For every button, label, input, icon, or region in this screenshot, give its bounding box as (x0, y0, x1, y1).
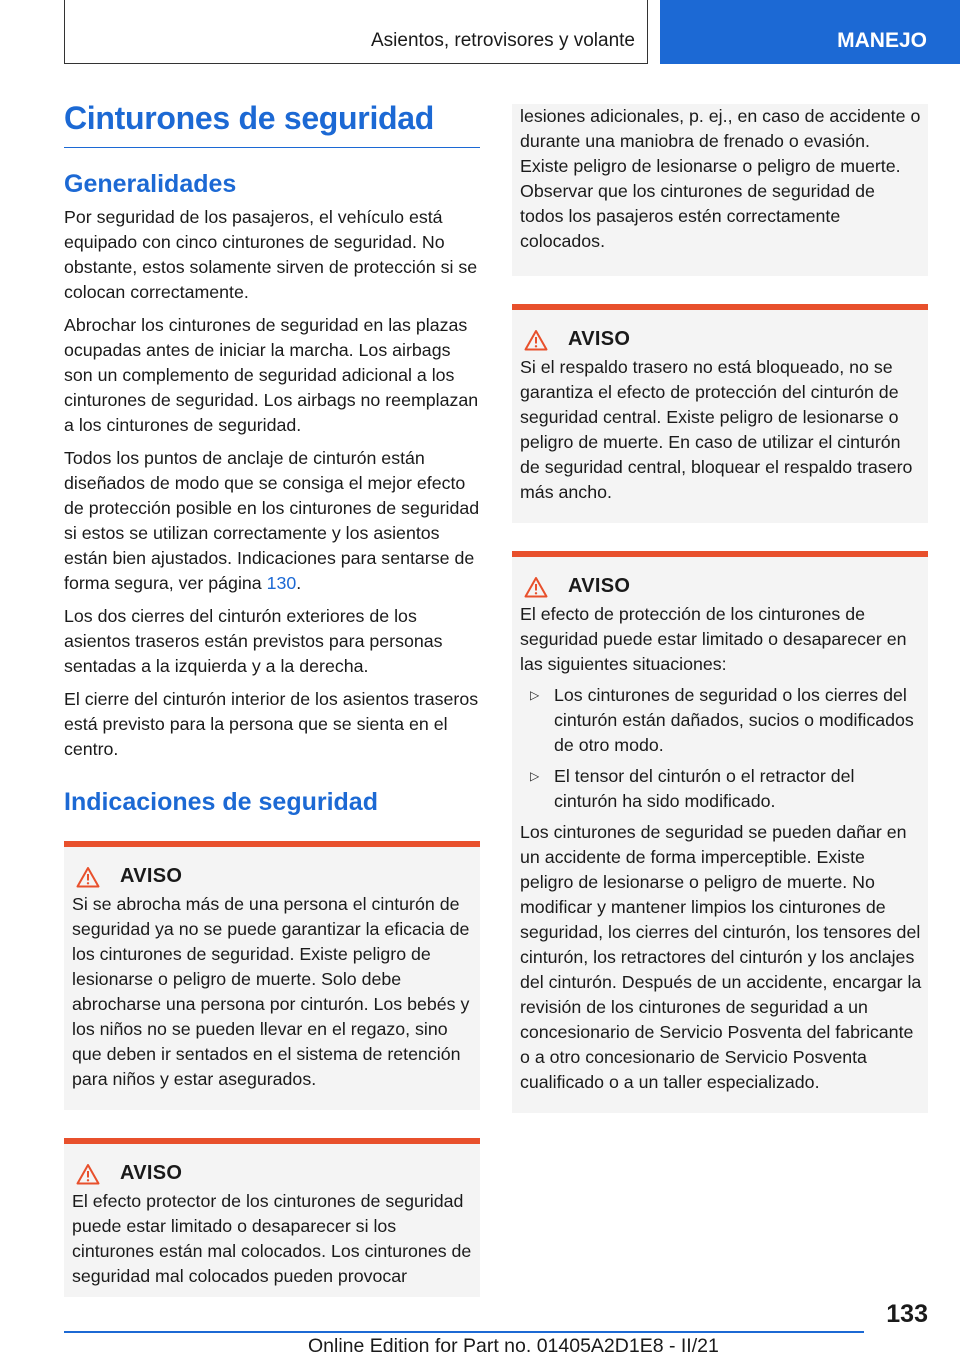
page-reference-link[interactable]: 130 (266, 573, 297, 593)
warning-box (64, 1138, 480, 1297)
heading-safety: Indicaciones de seguridad (64, 788, 378, 816)
list-item-text: Los cinturones de seguridad o los cierres del cinturón están dañados, sucios o modificados de otro modo. (554, 685, 914, 755)
warning-text: Los cinturones de seguridad se pueden dañar en un accidente de forma imperceptible. Existe peligro de lesionarse o peligro de muerte. No modificar y mantener limpios los cinturones de seguridad, los cierres del cinturón, los tensores del cinturón, los retractores del cinturón y los anclajes del cinturón. Después de un accidente, encargar la revisión de los cinturones de seguridad a un concesionario de Servicio Posventa del fabricante o a otro concesionario de Servicio Posventa cualificado o a un taller especializado. (520, 822, 922, 1092)
paragraph-text: Todos los puntos de anclaje de cinturón están diseñados de modo que se consiga el mejor efecto de protección posible en los cinturones de seguridad si estos se utilizan correctamente y los asientos están bien ajustados. Indicaciones para sentarse de forma segura, ver página (64, 448, 480, 593)
heading-general: Generalidades (64, 170, 237, 198)
warning-header (520, 328, 922, 351)
warning-title: AVISO (120, 1162, 183, 1184)
paragraph: Abrochar los cinturones de seguridad en las plazas ocupadas antes de iniciar la marcha. Los airbags son un complemento de seguridad adicional a los cinturones de seguridad. Los airbags no reemplazan a los cinturones de seguridad. (64, 315, 479, 435)
paragraph (64, 446, 480, 596)
section-title: MANEJO (837, 29, 927, 52)
warning-header (72, 865, 474, 888)
warning-triangle-icon (76, 1163, 100, 1185)
warning-triangle-icon (524, 576, 548, 598)
header-section-tab (660, 0, 960, 64)
warning-triangle-icon (524, 329, 548, 351)
warning-text: Si el respaldo trasero no está bloqueado, no se garantiza el efecto de protección del cinturón de seguridad central. Existe peligro de lesionarse o peligro de muerte. En caso de utilizar el cinturón de seguridad central, bloquear el respaldo trasero más ancho. (520, 357, 913, 502)
list-item (520, 764, 922, 814)
triangle-right-icon: ▷ (530, 688, 540, 702)
warning-box (512, 551, 928, 1113)
warning-box-continuation (512, 104, 928, 276)
warning-title: AVISO (568, 328, 631, 350)
paragraph: El cierre del cinturón interior de los asientos traseros está previsto para la persona que se sienta en el centro. (64, 689, 479, 759)
warning-title: AVISO (120, 865, 183, 887)
warning-box (512, 304, 928, 523)
page-title: Cinturones de seguridad (64, 100, 480, 148)
bullet-list (520, 683, 922, 814)
list-item-text: El tensor del cinturón o el retractor del cinturón ha sido modificado. (554, 766, 855, 811)
warning-title: AVISO (568, 575, 631, 597)
warning-header (72, 1162, 474, 1185)
footer-divider (64, 1331, 864, 1333)
header-chapter-box (64, 0, 648, 64)
paragraph: Por seguridad de los pasajeros, el vehículo está equipado con cinco cinturones de seguridad. No obstante, estos solamente sirven de protección si se colocan correctamente. (64, 207, 478, 302)
left-column (64, 100, 480, 1297)
warning-box (64, 841, 480, 1110)
paragraph-text: . (296, 573, 302, 593)
list-item (520, 683, 922, 758)
warning-text: El efecto de protección de los cinturones de seguridad puede estar limitado o desaparecer en las siguientes situaciones: (520, 604, 907, 674)
warning-header (520, 575, 922, 598)
chapter-title: Asientos, retrovisores y volante (370, 30, 635, 51)
warning-text: El efecto protector de los cinturones de seguridad puede estar limitado o desaparecer si los cinturones están mal colocados. Los cinturones de seguridad mal colocados pueden provocar (72, 1191, 472, 1286)
paragraph: Los dos cierres del cinturón exteriores de los asientos traseros están previstos para personas sentadas a la izquierda y a la derecha. (64, 606, 443, 676)
triangle-right-icon: ▷ (530, 769, 540, 783)
warning-text: lesiones adicionales, p. ej., en caso de accidente o durante una maniobra de frenado o evasión. Existe peligro de lesionarse o peligro de muerte. Observar que los cinturones de seguridad de todos los pasajeros estén correctamente colocados. (520, 106, 921, 251)
footer-edition: Online Edition for Part no. 01405A2D1E8 - II/21 (308, 1335, 719, 1357)
page-number: 133 (886, 1300, 928, 1328)
warning-triangle-icon (76, 866, 100, 888)
right-column (512, 104, 928, 1113)
warning-text: Si se abrocha más de una persona el cinturón de seguridad ya no se puede garantizar la eficacia de los cinturones de seguridad. Existe peligro de lesionarse o peligro de muerte. Solo debe abrocharse una persona por cinturón. Los bebés y los niños no se pueden llevar en el regazo, sino que deben ir sentados en el sistema de retención para niños y estar asegurados. (72, 894, 470, 1089)
